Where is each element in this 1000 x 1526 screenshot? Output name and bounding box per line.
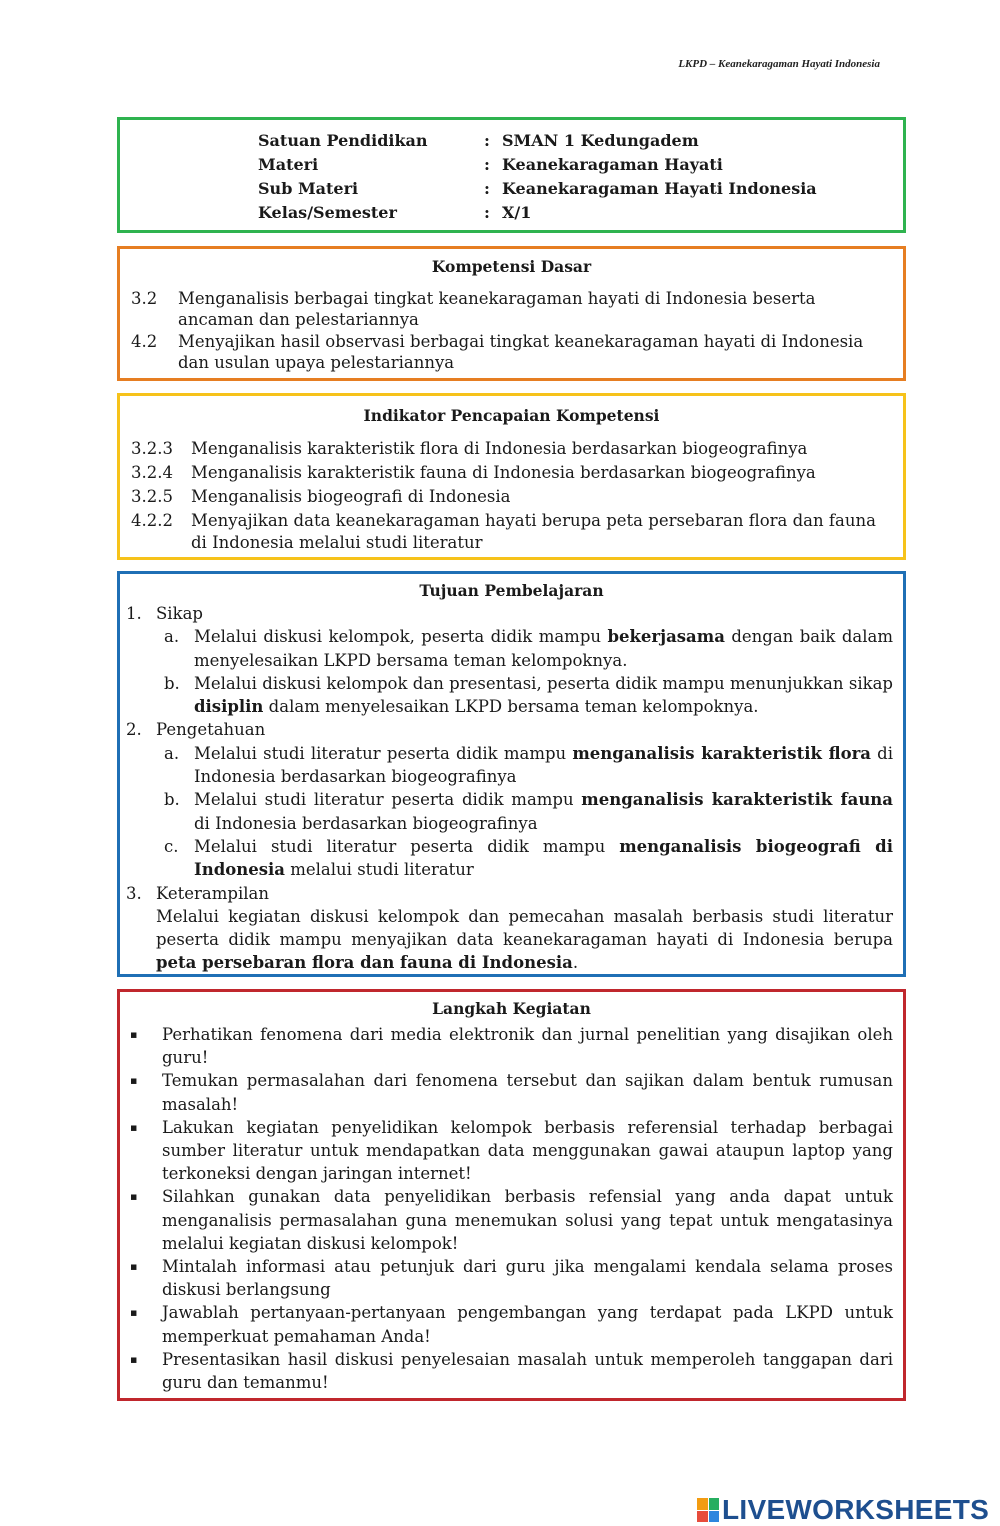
indikator-number: 3.2.5 xyxy=(131,487,173,506)
subitem-letter: b. xyxy=(164,673,180,693)
square-bullet-icon: ▪ xyxy=(130,1306,138,1320)
tujuan-subitem xyxy=(164,742,893,789)
square-bullet-icon: ▪ xyxy=(130,1028,138,1041)
logo-square xyxy=(697,1511,708,1523)
kd-item xyxy=(131,288,893,330)
subitem-letter: a. xyxy=(164,627,180,647)
square-bullet-icon: ▪ xyxy=(130,1352,138,1366)
emphasis: peta persebaran flora dan fauna di Indonesia xyxy=(156,953,573,973)
text-part: melalui studi literatur xyxy=(285,860,474,880)
text-part: . xyxy=(572,953,579,973)
identity-colon: : xyxy=(484,179,490,198)
text-part: Melalui diskusi kelompok dan presentasi, peserta didik mampu menunjukkan sikap xyxy=(194,673,893,693)
kompetensi-dasar-list xyxy=(131,288,893,373)
identity-row xyxy=(258,153,817,177)
langkah-text: Presentasikan hasil diskusi penyelesaian masalah untuk memperoleh tanggapan dari guru dan temanmu! xyxy=(162,1349,893,1393)
identity-table xyxy=(258,129,817,225)
tujuan-subitem xyxy=(164,625,893,672)
text-part: di Indonesia berdasarkan biogeografinya xyxy=(194,743,894,787)
tujuan-subitem xyxy=(164,672,893,719)
identity-colon: : xyxy=(484,131,490,150)
subitem-text xyxy=(194,742,893,789)
section-label: Sikap xyxy=(156,604,203,623)
langkah-box xyxy=(117,989,906,1401)
langkah-item xyxy=(130,1069,893,1115)
kd-number: 4.2 xyxy=(131,332,158,351)
identity-row xyxy=(258,177,817,201)
text-part: dalam menyelesaikan LKPD bersama teman kelompoknya. xyxy=(263,697,759,717)
emphasis: menganalisis biogeografi di Indonesia xyxy=(194,836,893,880)
section-label: Keterampilan xyxy=(156,883,269,903)
section-number: 3. xyxy=(126,883,142,903)
kd-text: Menganalisis berbagai tingkat keanekaragaman hayati di Indonesia beserta ancaman dan pelestariannya xyxy=(178,289,816,329)
logo-square xyxy=(709,1498,720,1510)
emphasis: disiplin xyxy=(194,697,264,717)
langkah-text: Jawablah pertanyaan-pertanyaan pengembangan yang terdapat pada LKPD untuk memperkuat pemahaman Anda! xyxy=(162,1303,893,1346)
tujuan-subitem xyxy=(164,835,893,882)
tujuan-box xyxy=(117,571,906,977)
identity-label: Satuan Pendidikan xyxy=(258,131,428,150)
square-bullet-icon: ▪ xyxy=(130,1190,138,1204)
emphasis: menganalisis karakteristik flora xyxy=(572,743,871,763)
keterampilan-text xyxy=(156,905,893,975)
square-bullet-icon: ▪ xyxy=(130,1260,138,1274)
indikator-text: Menyajikan data keanekaragaman hayati berupa peta persebaran flora dan fauna di Indonesia melalui studi literatur xyxy=(191,511,876,552)
kd-number: 3.2 xyxy=(131,289,158,308)
indikator-item xyxy=(131,486,893,508)
subitem-text xyxy=(194,625,893,672)
tujuan-section-sikap xyxy=(126,602,893,625)
identity-label: Sub Materi xyxy=(258,179,359,198)
subitem-text xyxy=(194,672,893,719)
text-part: Melalui studi literatur peserta didik mampu xyxy=(194,743,573,763)
langkah-item xyxy=(130,1255,893,1301)
langkah-text: Silahkan gunakan data penyelidikan berbasis refensial yang anda dapat untuk menganalisis permasalahan guna menemukan solusi yang tepat untuk mengatasinya melalui kegiatan diskusi kelompok! xyxy=(162,1187,893,1253)
logo-square xyxy=(709,1511,720,1523)
subitem-letter: a. xyxy=(164,743,180,763)
liveworksheets-logo-icon xyxy=(697,1498,719,1522)
langkah-item xyxy=(130,1185,893,1255)
identity-label: Kelas/Semester xyxy=(258,203,397,222)
liveworksheets-wordmark: LIVEWORKSHEETS xyxy=(722,1494,990,1525)
emphasis: menganalisis karakteristik fauna xyxy=(581,790,893,810)
liveworksheets-logo[interactable] xyxy=(697,1494,989,1526)
identity-value: X/1 xyxy=(502,203,532,222)
kd-text: Menyajikan hasil observasi berbagai tingkat keanekaragaman hayati di Indonesia dan usulan upaya pelestariannya xyxy=(178,332,864,372)
indikator-number: 4.2.2 xyxy=(131,511,173,530)
identity-value: Keanekaragaman Hayati xyxy=(502,155,723,174)
text-part: di Indonesia berdasarkan biogeografinya xyxy=(194,813,538,833)
indikator-number: 3.2.4 xyxy=(131,463,173,482)
square-bullet-icon: ▪ xyxy=(130,1120,138,1134)
kompetensi-dasar-title: Kompetensi Dasar xyxy=(431,257,592,276)
logo-square xyxy=(697,1498,708,1510)
identity-label: Materi xyxy=(258,155,319,174)
subitem-letter: b. xyxy=(164,790,180,810)
section-number: 2. xyxy=(126,720,142,740)
subitem-text xyxy=(194,835,893,882)
langkah-text: Mintalah informasi atau petunjuk dari guru jika mengalami kendala selama proses diskusi berlangsung xyxy=(162,1257,893,1300)
langkah-list xyxy=(130,1023,893,1394)
indikator-text: Menganalisis karakteristik flora di Indonesia berdasarkan biogeografinya xyxy=(191,439,808,458)
langkah-text: Perhatikan fenomena dari media elektronik dan jurnal penelitian yang disajikan oleh guru! xyxy=(162,1025,893,1068)
section-label: Pengetahuan xyxy=(156,720,266,740)
langkah-title: Langkah Kegiatan xyxy=(432,999,591,1018)
text-part: dengan baik dalam menyelesaikan LKPD bersama teman kelompoknya. xyxy=(194,627,893,670)
identity-row xyxy=(258,129,817,153)
section-number: 1. xyxy=(126,604,142,623)
text-part: Melalui diskusi kelompok, peserta didik mampu xyxy=(194,627,608,647)
identity-value: Keanekaragaman Hayati Indonesia xyxy=(502,179,817,198)
identity-colon: : xyxy=(484,203,490,222)
tujuan-section-keterampilan xyxy=(126,882,893,905)
langkah-text: Lakukan kegiatan penyelidikan kelompok berbasis referensial terhadap berbagai sumber literatur untuk mendapatkan data menggunakan gawai ataupun laptop yang terkoneksi dengan jaringan internet! xyxy=(162,1117,893,1184)
identity-box xyxy=(117,117,906,233)
indikator-item xyxy=(131,510,893,554)
emphasis: bekerjasama xyxy=(607,627,725,647)
langkah-item xyxy=(130,1348,893,1394)
langkah-item xyxy=(130,1116,893,1186)
tujuan-section-pengetahuan xyxy=(126,718,893,741)
subitem-letter: c. xyxy=(164,836,179,856)
tujuan-content xyxy=(126,602,893,975)
indikator-list xyxy=(131,438,893,556)
indikator-title: Indikator Pencapaian Kompetensi xyxy=(363,406,660,425)
kompetensi-dasar-box xyxy=(117,246,906,381)
indikator-text: Menganalisis karakteristik fauna di Indonesia berdasarkan biogeografinya xyxy=(191,463,816,482)
indikator-number: 3.2.3 xyxy=(131,439,173,458)
tujuan-subitem xyxy=(164,788,893,835)
kd-item xyxy=(131,331,893,373)
langkah-item xyxy=(130,1023,893,1069)
indikator-item xyxy=(131,438,893,460)
indikator-box xyxy=(117,393,906,560)
tujuan-title: Tujuan Pembelajaran xyxy=(419,581,604,600)
subitem-text xyxy=(194,788,893,835)
indikator-item xyxy=(131,462,893,484)
langkah-text: Temukan permasalahan dari fenomena tersebut dan sajikan dalam bentuk rumusan masalah! xyxy=(162,1071,893,1114)
identity-colon: : xyxy=(484,155,490,174)
text-part: Melalui studi literatur peserta didik mampu xyxy=(194,836,620,856)
langkah-item xyxy=(130,1301,893,1347)
text-part: Melalui kegiatan diskusi kelompok dan pemecahan masalah berbasis studi literatur peserta didik mampu menyajikan data keanekaragaman hayati di Indonesia berupa xyxy=(156,906,893,950)
identity-row xyxy=(258,201,817,225)
square-bullet-icon: ▪ xyxy=(130,1074,138,1088)
indikator-text: Menganalisis biogeografi di Indonesia xyxy=(191,487,511,506)
text-part: Melalui studi literatur peserta didik mampu xyxy=(194,790,582,810)
header-note: LKPD – Keanekaragaman Hayati Indonesia xyxy=(678,58,880,70)
identity-value: SMAN 1 Kedungadem xyxy=(502,131,699,150)
